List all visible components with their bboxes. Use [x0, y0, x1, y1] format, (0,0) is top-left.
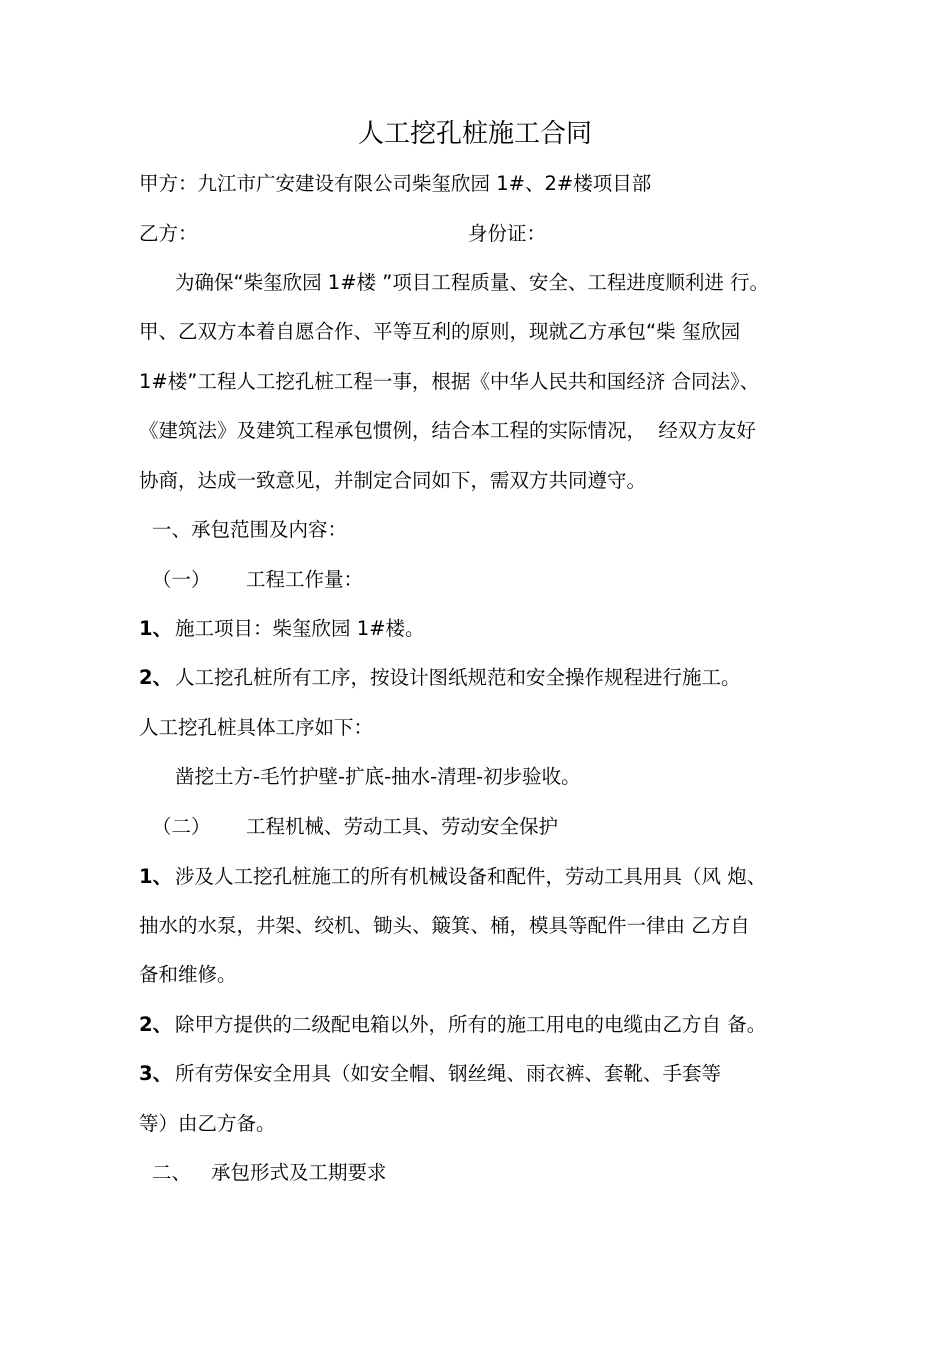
item-number: 1、 — [139, 617, 173, 640]
intro-line: 协商，达成一致意见，并制定合同如下，需双方共同遵守。 — [139, 469, 647, 492]
item-number: 3、 — [139, 1062, 173, 1085]
item-text-continued: 抽水的水泵，井架、绞机、锄头、簸箕、桶，模具等配件一律由 乙方自 — [139, 914, 750, 937]
item-text-continued: 等）由乙方备。 — [139, 1112, 276, 1135]
intro-line: 甲、乙双方本着自愿合作、平等互利的原则，现就乙方承包“柴 玺欣园 — [139, 320, 741, 343]
item-text-continued: 备和维修。 — [139, 963, 237, 986]
section-2-label: 承包形式及工期要求 — [211, 1161, 387, 1184]
item-text: 所有劳保安全用具（如安全帽、钢丝绳、雨衣裤、套靴、手套等 — [175, 1062, 722, 1085]
document-title: 人工挖孔桩施工合同 — [357, 119, 592, 149]
item-text: 施工项目：柴玺欣园 1#楼。 — [175, 617, 425, 640]
item-number: 2、 — [139, 1013, 173, 1036]
item-number: 2、 — [139, 666, 173, 689]
intro-line: 1#楼”工程人工挖孔桩工程一事，根据《中华人民共和国经济 合同法》、 — [139, 370, 760, 393]
section-1-heading: 一、承包范围及内容： — [152, 518, 348, 541]
party-b-label: 乙方： — [139, 222, 198, 245]
sub-2-label: 工程机械、劳动工具、劳动安全保护 — [246, 815, 559, 838]
process-steps: 凿挖土方-毛竹护壁-扩底-抽水-清理-初步验收。 — [175, 765, 581, 788]
id-card-label: 身份证： — [468, 222, 547, 245]
sub-2-number: （二） — [152, 815, 211, 838]
item-number: 1、 — [139, 865, 173, 888]
section-2-number: 二、 — [152, 1161, 192, 1184]
item-text: 涉及人工挖孔桩施工的所有机械设备和配件，劳动工具用具（风 炮、 — [175, 865, 767, 888]
party-a-line: 甲方：九江市广安建设有限公司柴玺欣园 1#、2#楼项目部 — [139, 172, 652, 195]
intro-line: 为确保“柴玺欣园 1#楼 ”项目工程质量、安全、工程进度顺利进 行。 — [175, 271, 770, 294]
item-text: 人工挖孔桩所有工序，按设计图纸规范和安全操作规程进行施工。 — [175, 666, 741, 689]
process-label: 人工挖孔桩具体工序如下： — [139, 716, 374, 739]
intro-line: 《建筑法》及建筑工程承包惯例，结合本工程的实际情况， 经双方友好 — [139, 419, 756, 442]
sub-1-number: （一） — [152, 568, 211, 591]
item-text: 除甲方提供的二级配电箱以外，所有的施工用电的电缆由乙方自 备。 — [175, 1013, 767, 1036]
sub-1-label: 工程工作量： — [246, 568, 364, 591]
